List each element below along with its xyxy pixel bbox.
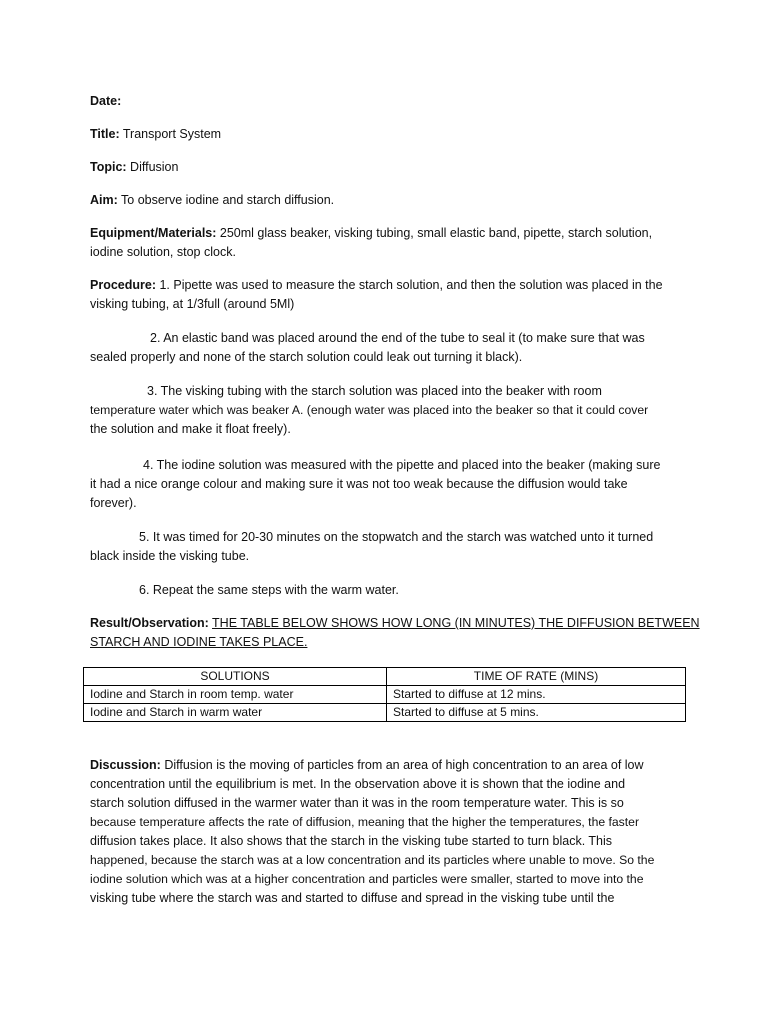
procedure-step4-line-1: 4. The iodine solution was measured with the pipette and placed into the beaker (making sure bbox=[143, 458, 661, 472]
discussion-line-2: concentration until the equilibrium is met. In the observation above it is shown that the iodine and bbox=[90, 777, 626, 791]
procedure-label: Procedure: bbox=[90, 278, 156, 292]
procedure-step2-line-2: sealed properly and none of the starch solution could leak out turning it black). bbox=[90, 350, 523, 364]
result-heading-1: THE TABLE BELOW SHOWS HOW LONG (IN MINUTES) THE DIFFUSION BETWEEN bbox=[212, 616, 700, 630]
aim-value: To observe iodine and starch diffusion. bbox=[117, 193, 335, 207]
discussion-line-6: happened, because the starch was at a low concentration and its particles where unable to move. So the bbox=[90, 853, 655, 867]
table-header-row bbox=[84, 668, 686, 686]
discussion-line-1 bbox=[90, 756, 680, 775]
equipment-line-1 bbox=[90, 224, 680, 243]
procedure-line-1 bbox=[90, 276, 680, 295]
discussion-label: Discussion: bbox=[90, 758, 161, 772]
topic-line bbox=[90, 158, 680, 177]
table-cell: Iodine and Starch in room temp. water bbox=[84, 686, 387, 704]
results-table bbox=[83, 667, 686, 722]
aim-line bbox=[90, 191, 680, 210]
topic-label: Topic: bbox=[90, 160, 127, 174]
result-heading-2: STARCH AND IODINE TAKES PLACE. bbox=[90, 635, 308, 649]
date-label: Date: bbox=[90, 94, 122, 108]
procedure-step6: 6. Repeat the same steps with the warm water. bbox=[139, 583, 399, 597]
title-line bbox=[90, 125, 680, 144]
table-cell: Started to diffuse at 12 mins. bbox=[387, 686, 686, 704]
procedure-step1-text: 1. Pipette was used to measure the starch solution, and then the solution was placed in the bbox=[156, 278, 663, 292]
procedure-step3-line-2: temperature water which was beaker A. (enough water was placed into the beaker so that it could cover bbox=[90, 403, 649, 417]
table-cell: Iodine and Starch in warm water bbox=[84, 704, 387, 722]
result-label: Result/Observation: bbox=[90, 616, 209, 630]
discussion-line-4: because temperature affects the rate of diffusion, meaning that the higher the temperatures, the faster bbox=[90, 815, 639, 829]
discussion-line-7: iodine solution which was at a higher concentration and particles were smaller, started to move into the bbox=[90, 872, 644, 886]
procedure-step2-line-1: 2. An elastic band was placed around the end of the tube to seal it (to make sure that was bbox=[150, 331, 645, 345]
discussion-line-5: diffusion takes place. It also shows that the starch in the visking tube started to turn black. This bbox=[90, 834, 613, 848]
header-solutions: SOLUTIONS bbox=[84, 668, 387, 686]
aim-label: Aim: bbox=[90, 193, 118, 207]
procedure-step4-line-3: forever). bbox=[90, 496, 137, 510]
discussion-line-8: visking tube where the starch was and started to diffuse and spread in the visking tube until the bbox=[90, 891, 615, 905]
procedure-step3-line-3: the solution and make it float freely). bbox=[90, 422, 291, 436]
table-row bbox=[84, 686, 686, 704]
result-line-1 bbox=[90, 614, 700, 633]
header-time-of-rate: TIME OF RATE (MINS) bbox=[387, 668, 686, 686]
title-value: Transport System bbox=[119, 127, 222, 141]
equipment-label: Equipment/Materials: bbox=[90, 226, 217, 240]
table-row bbox=[84, 704, 686, 722]
procedure-step5-line-1: 5. It was timed for 20-30 minutes on the stopwatch and the starch was watched unto it turned bbox=[139, 530, 654, 544]
equipment-line-2: iodine solution, stop clock. bbox=[90, 245, 236, 259]
procedure-step1-line-2: visking tubing, at 1/3full (around 5Ml) bbox=[90, 297, 295, 311]
topic-value: Diffusion bbox=[126, 160, 179, 174]
discussion-text-1: Diffusion is the moving of particles from an area of high concentration to an area of low bbox=[160, 758, 644, 772]
title-label: Title: bbox=[90, 127, 120, 141]
procedure-step4-line-2: it had a nice orange colour and making sure it was not too weak because the diffusion would take bbox=[90, 477, 628, 491]
discussion-line-3: starch solution diffused in the warmer water than it was in the room temperature water. This is so bbox=[90, 796, 624, 810]
equipment-text-1: 250ml glass beaker, visking tubing, small elastic band, pipette, starch solution, bbox=[216, 226, 653, 240]
table-cell: Started to diffuse at 5 mins. bbox=[387, 704, 686, 722]
procedure-step5-line-2: black inside the visking tube. bbox=[90, 549, 250, 563]
procedure-step3-line-1: 3. The visking tubing with the starch solution was placed into the beaker with room bbox=[147, 384, 602, 398]
